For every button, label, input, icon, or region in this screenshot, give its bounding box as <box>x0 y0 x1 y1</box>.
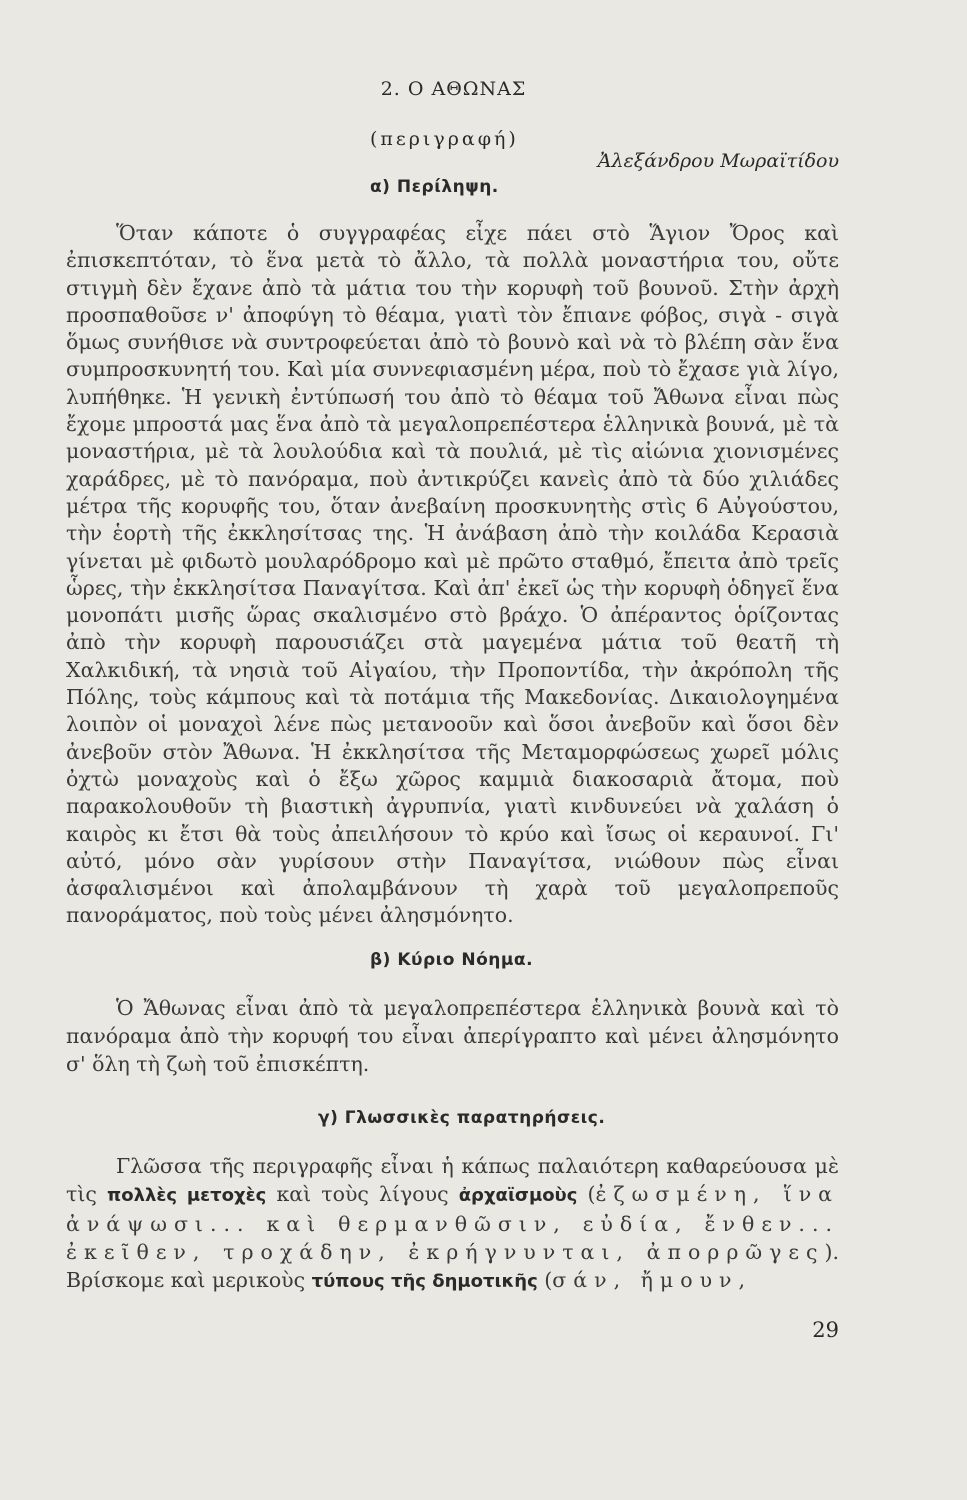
section-heading-summary: α) Περίληψη. <box>370 177 499 197</box>
summary-paragraph: Ὅταν κάποτε ὁ συγγραφέας εἶχε πάει στὸ Ἅγιον Ὄρος καὶ ἐπισκεπτόταν, τὸ ἕνα μετὰ τὸ ἄλλο, τὰ πολλὰ μοναστήρια του, οὔτε στιγμὴ δὲν ἔχανε ἀπὸ τὰ μάτια του τὴν κορυφὴ τοῦ βουνοῦ. Στὴν ἀρχὴ προσπαθοῦσε ν' ἀποφύγη τὸ θέαμα, γιατὶ τὸν ἔπιανε φόβος, σιγὰ - σιγὰ ὅμως συνήθισε νὰ συντροφεύεται ἀπὸ τὸ βουνὸ καὶ νὰ τὸ βλέπη σὰν ἕνα συμπροσκυνητή του. Καὶ μία συννεφιασμένη μέρα, ποὺ τὸ ἔχασε γιὰ λίγο, λυπήθηκε. Ἡ γενικὴ ἐντύπωσή του ἀπὸ τὸ θέαμα τοῦ Ἄθωνα εἶναι πὼς ἔχομε μπροστά μας ἕνα ἀπὸ τὰ μεγαλοπρεπέστερα ἑλληνικὰ βουνά, μὲ τὰ μοναστήρια, μὲ τὰ λουλούδια καὶ τὰ πουλιά, μὲ τὶς αἰώνια χιονισμένες χαράδρες, μὲ τὸ πανόραμα, ποὺ ἀντικρύζει κανεὶς ἀπὸ τὰ δύο χιλιάδες μέτρα τῆς κορυφῆς του, ὅταν ἀνεβαίνη προσκυνητὴς στὶς 6 Αὐγούστου, τὴν ἑορτὴ τῆς ἐκκλησίτσας της. Ἡ ἀνάβαση ἀπὸ τὴν κοιλάδα Κερασιὰ γίνεται μὲ φιδωτὸ μουλαρόδρομο καὶ μὲ πρῶτο σταθμό, ἔπειτα ἀπὸ τρεῖς ὧρες, τὴν ἐκκλησίτσα Παναγίτσα. Καὶ ἀπ' ἐκεῖ ὡς τὴν κορυφὴ ὁδηγεῖ ἕνα μονοπάτι μισῆς ὥρας σκαλισμένο στὸ βράχο. Ὁ ἀπέραντος ὁρίζοντας ἀπὸ τὴν κορυφὴ παρουσιάζει στὰ μαγεμένα μάτια τοῦ θεατῆ τὴ Χαλκιδική, τὰ νησιὰ τοῦ Αἰγαίου, τὴν Προποντίδα, τὴν ἀκρόπολη τῆς Πόλης, τοὺς κάμπους καὶ τὰ ποτάμια τῆς Μακεδονίας. Δικαιολογημένα λοιπὸν οἱ μοναχοὶ λένε πὼς μετανοοῦν καὶ ὅσοι ἀνεβοῦν καὶ ὅσοι δὲν ἀνεβοῦν στὸν Ἄθωνα. Ἡ ἐκκλησίτσα τῆς Μεταμορφώσεως χωρεῖ μόλις ὀχτὼ μοναχοὺς καὶ ὁ ἔξω χῶρος καμμιὰ διακοσαριὰ ἄτομα, ποὺ παρακολουθοῦν τὴ βιαστικὴ ἀγρυπνία, γιατὶ κινδυνεύει νὰ χαλάση ὁ καιρὸς κι ἔτσι θὰ τοὺς ἀπειλήσουν τὸ κρύο καὶ ἴσως οἱ κεραυνοί. Γι' αὐτό, μόνο σὰν γυρίσουν στὴν Παναγίτσα, νιώθουν πὼς εἶναι ἀσφαλισμένοι καὶ ἀπολαμβάνουν τὴ χαρὰ τοῦ μεγαλοπρεποῦς πανοράματος, ποὺ τοὺς μένει ἀλησμόνητο. <box>66 221 839 928</box>
term-demotic-forms: τύπους τῆς δημοτικῆς <box>311 1271 538 1292</box>
language-notes-text-1: Γλῶσσα τῆς περιγραφῆς εἶναι ἡ κάπως παλαιότερη καθαρεύουσα μὲ τὶς <box>66 1154 839 1206</box>
language-notes-text-3: ( <box>577 1182 596 1206</box>
author-name: Ἀλεξάνδρου Μωραϊτίδου <box>597 150 839 172</box>
term-participles: πολλὲς μετοχὲς <box>106 1185 267 1206</box>
language-notes-paragraph <box>66 1152 839 1296</box>
main-idea-paragraph: Ὁ Ἄθωνας εἶναι ἀπὸ τὰ μεγαλοπρεπέστερα ἑλληνικὰ βουνὰ καὶ τὸ πανόραμα ἀπὸ τὴν κορυφή του εἶναι ἀπερίγραπτο καὶ μένει ἀλησμόνητο σ' ὅλη τὴ ζωὴ τοῦ ἐπισκέπτη. <box>66 996 839 1076</box>
subtitle: (περιγραφή) <box>370 128 519 150</box>
language-notes-text-4: ). Βρίσκομε καὶ μερικοὺς <box>66 1240 839 1292</box>
section-heading-language-notes: γ) Γλωσσικὲς παρατηρήσεις. <box>318 1108 606 1128</box>
demotic-examples: σάν, ἤμουν, <box>552 1268 753 1292</box>
language-notes-text-2: καὶ τοὺς λίγους <box>266 1182 459 1206</box>
archaism-examples: ἐζωσμένη, ἵνα ἀνάψωσι... καὶ θερμανθῶσιν, εὐδία, ἔνθεν... ἐκεῖθεν, τροχάδην, ἐκρήγνυνται, ἀπορρῶγες <box>66 1182 839 1264</box>
chapter-title: 2. Ο ΑΘΩΝΑΣ <box>380 78 527 100</box>
language-notes-text-5: ( <box>537 1268 553 1292</box>
page-number: 29 <box>812 1318 839 1342</box>
section-heading-main-idea: β) Κύριο Νόημα. <box>370 950 534 970</box>
term-archaisms: ἀρχαϊσμοὺς <box>458 1185 578 1206</box>
